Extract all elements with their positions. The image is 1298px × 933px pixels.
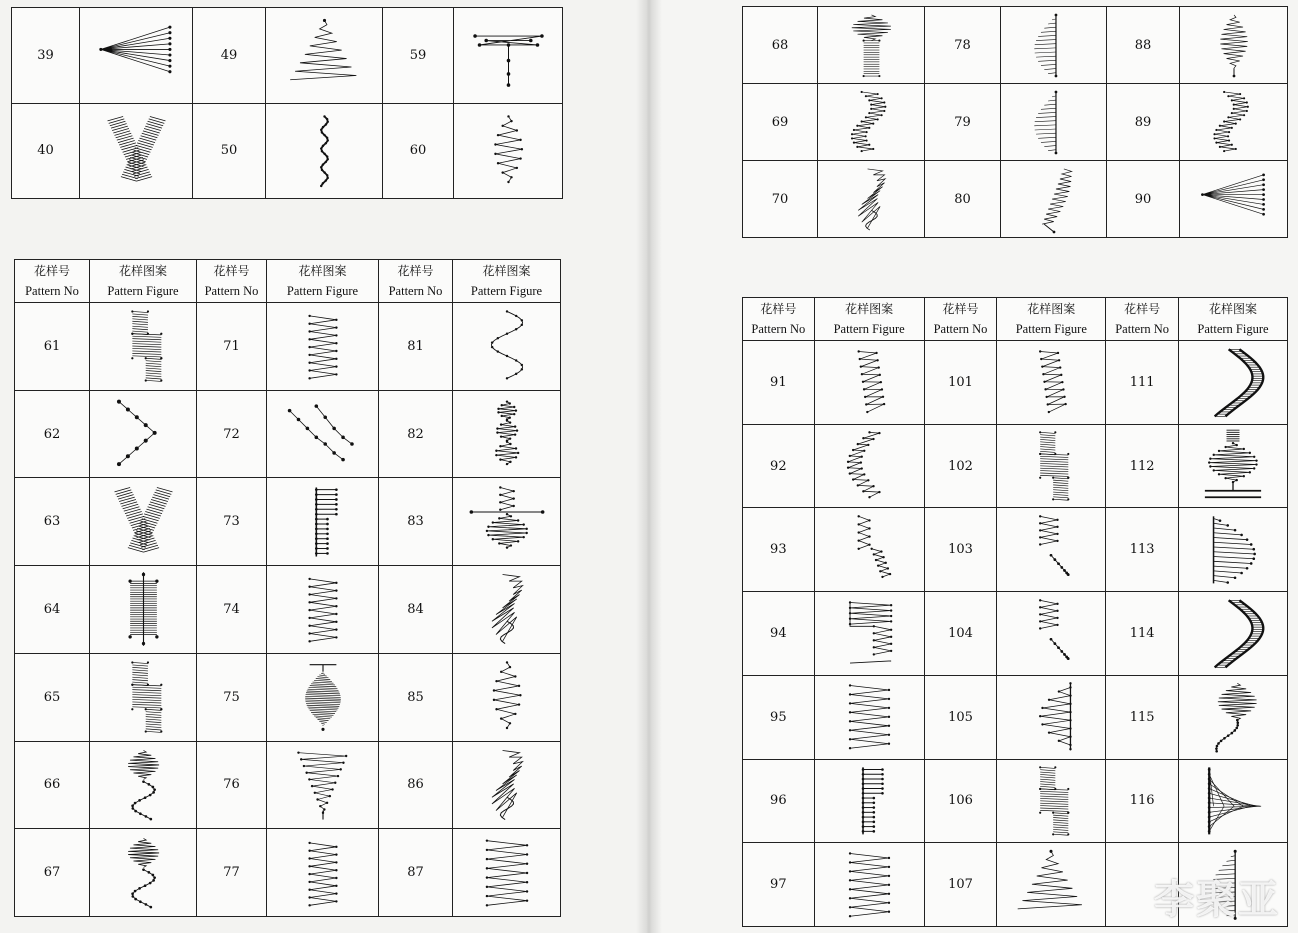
triangle-right-pattern-figure [1184,512,1282,588]
pattern-figure-cell [267,829,379,917]
pattern-number: 113 [1106,508,1179,592]
arch-dots-pattern-figure [272,395,374,473]
slant-zig-pattern-figure [1002,345,1100,421]
comb-pattern-figure [820,763,919,839]
pattern-number: 89 [1107,84,1180,161]
pattern-number: 67 [15,829,90,917]
t-stem-pattern-figure [459,16,558,94]
pattern-figure-cell [90,390,197,478]
pattern-table-bottom-right [742,297,1288,927]
pattern-figure-header [814,298,924,341]
pattern-no-label-zh: 花样号 [213,264,250,278]
s-wave-pattern-figure [458,307,556,385]
table-row [743,759,1288,843]
pattern-figure-cell [90,653,197,741]
pattern-figure-cell [1180,161,1288,238]
pattern-figure-cell [814,341,924,425]
pattern-number: 93 [743,508,815,592]
pattern-no-header [379,260,453,303]
pattern-number: 115 [1106,675,1179,759]
pattern-figure-label-zh: 花样图案 [1027,302,1076,316]
pattern-figure-cell [997,508,1106,592]
pattern-number: 88 [1107,7,1180,84]
step-block-pattern-figure [95,658,192,736]
fan-right-pattern-figure [1184,763,1282,839]
pattern-figure-cell [90,303,197,391]
pattern-number: 65 [15,653,90,741]
pattern-figure-cell [453,390,561,478]
pattern-number: 83 [379,478,453,566]
leaf-s-pattern-figure [458,746,556,824]
watermark-logo: 李聚亚 [1154,877,1280,923]
pattern-figure-cell [267,303,379,391]
pattern-figure-cell [1001,161,1107,238]
pattern-number: 92 [743,424,815,508]
pattern-no-label-zh: 花样号 [1124,302,1161,316]
zig-wide-pattern-figure [458,834,556,912]
pattern-figure-cell [267,741,379,829]
pattern-figure-label-en: Pattern Figure [833,322,905,336]
step-block-pattern-figure [95,307,192,385]
table-row [743,675,1288,759]
bracket-zig-pattern-figure [820,596,919,672]
hook-zig-pattern-figure [1002,512,1100,588]
pattern-figure-cell [997,424,1106,508]
book-spine [636,0,662,933]
table-row [12,103,563,199]
pattern-number: 103 [924,508,997,592]
pattern-figure-cell [267,478,379,566]
pattern-number: 75 [197,653,267,741]
pattern-figure-cell [814,759,924,843]
pattern-number: 64 [15,566,90,654]
zig-wide-pattern-figure [820,847,919,923]
table-row [15,566,561,654]
pattern-number: 95 [743,675,815,759]
pattern-no-label-en: Pattern No [1115,322,1170,336]
triangle-left-pattern-figure [1002,679,1100,755]
leaf-s-pattern-figure [823,165,920,234]
table-header-row [15,260,561,303]
triangle-down-pattern-figure [272,746,374,824]
pattern-number: 107 [924,843,997,927]
pattern-number: 112 [1106,424,1179,508]
pattern-number: 62 [15,390,90,478]
pattern-figure-cell [267,390,379,478]
zig-column-pattern-figure [272,570,374,648]
table-row [743,84,1288,161]
pattern-figure-cell [453,741,561,829]
fan-left-pattern-figure [1185,165,1283,234]
pattern-no-label-en: Pattern No [933,322,988,336]
v-dots-pattern-figure [95,395,192,473]
table-row [743,508,1288,592]
pattern-figure-cell [90,741,197,829]
pattern-figure-label-en: Pattern Figure [1197,322,1269,336]
pattern-figure-cell [90,566,197,654]
pattern-figure-cell [997,341,1106,425]
pattern-figure-cell [453,566,561,654]
pattern-figure-cell [266,8,383,104]
pattern-figure-cell [1178,424,1287,508]
pattern-number: 49 [193,8,266,104]
pattern-figure-header [90,260,197,303]
table-row [743,7,1288,84]
pattern-table-bottom-left [14,259,561,917]
pattern-number: 69 [743,84,818,161]
bar-block-pattern-figure [95,570,192,648]
table-header-row [743,298,1288,341]
pattern-number: 77 [197,829,267,917]
step-block-pattern-figure [1002,428,1100,504]
pattern-no-header [743,298,815,341]
pattern-number: 59 [383,8,454,104]
diamond-frame-pattern-figure [1184,428,1282,504]
pattern-figure-cell [80,103,193,199]
triangle-zig-pattern-figure [271,16,378,94]
pattern-number: 90 [1107,161,1180,238]
pattern-number: 106 [924,759,997,843]
zig-column-pattern-figure [272,834,374,912]
pattern-figure-cell [997,843,1106,927]
ball-cross-pattern-figure [458,483,556,561]
pattern-number: 114 [1106,592,1179,676]
table-row [743,161,1288,238]
pattern-figure-cell [814,843,924,927]
pattern-number: 76 [197,741,267,829]
table-row [15,390,561,478]
s-dense-pattern-figure [823,88,920,157]
pattern-no-label-zh: 花样号 [760,302,797,316]
pattern-number: 87 [379,829,453,917]
step-block-pattern-figure [1002,763,1100,839]
table-row [743,592,1288,676]
leaf-s-pattern-figure [458,570,556,648]
diamond-dense-pattern-figure [272,658,374,736]
pattern-number: 80 [925,161,1001,238]
pattern-number: 71 [197,303,267,391]
pattern-figure-cell [454,8,563,104]
pattern-figure-label-zh: 花样图案 [298,264,347,278]
pattern-figure-cell [267,566,379,654]
balloon-pattern-figure [95,834,192,912]
pattern-number: 102 [924,424,997,508]
pattern-figure-cell [1178,675,1287,759]
pattern-figure-label-zh: 花样图案 [1208,302,1257,316]
pattern-number: 105 [924,675,997,759]
zig-column-pattern-figure [272,307,374,385]
s-band-pattern-figure [1184,345,1282,421]
pattern-figure-label-zh: 花样图案 [845,302,894,316]
s-band-pattern-figure [1184,596,1282,672]
pattern-figure-cell [454,103,563,199]
pattern-figure-cell [1180,7,1288,84]
diamond-zig-pattern-figure [459,112,558,190]
pattern-figure-cell [266,103,383,199]
balloon-pattern-figure [95,746,192,824]
pattern-figure-cell [997,675,1106,759]
pattern-figure-cell [818,7,925,84]
pattern-figure-cell [1180,84,1288,161]
table-row [15,303,561,391]
pattern-figure-cell [1001,7,1107,84]
pattern-figure-label-en: Pattern Figure [286,284,359,298]
hook-zig-pattern-figure [1002,596,1100,672]
pattern-number: 50 [193,103,266,199]
pattern-figure-label-en: Pattern Figure [1015,322,1087,336]
pattern-number: 101 [924,341,997,425]
pattern-number: 84 [379,566,453,654]
pattern-figure-cell [814,592,924,676]
pattern-figure-label-en: Pattern Figure [107,284,179,298]
pattern-figure-header [267,260,379,303]
zig-wide-pattern-figure [820,679,919,755]
table-row [743,341,1288,425]
slant-leaf-pattern-figure [1006,165,1102,234]
pattern-number: 40 [12,103,80,199]
spike-line-pattern-figure [1006,11,1102,80]
pattern-number: 104 [924,592,997,676]
pattern-figure-cell [814,508,924,592]
pattern-no-label-zh: 花样号 [33,264,70,278]
pattern-number: 79 [925,84,1001,161]
table-row [12,8,563,104]
pattern-no-header [924,298,997,341]
pattern-number: 61 [15,303,90,391]
table-row [15,741,561,829]
pattern-number: 82 [379,390,453,478]
pattern-figure-cell [1178,508,1287,592]
pattern-number: 116 [1106,759,1179,843]
pattern-figure-cell [814,675,924,759]
pattern-figure-cell [1178,341,1287,425]
pattern-number: 39 [12,8,80,104]
arrow-up-pattern-figure [823,11,920,80]
pattern-number: 96 [743,759,815,843]
pattern-no-label-en: Pattern No [751,322,806,336]
v-dense-pattern-figure [95,483,192,561]
pattern-figure-cell [80,8,193,104]
pattern-figure-header [997,298,1106,341]
pattern-number: 70 [743,161,818,238]
pattern-no-header [15,260,90,303]
comb-pattern-figure [272,483,374,561]
table-row [15,478,561,566]
pattern-figure-cell [453,478,561,566]
pattern-figure-cell [1178,592,1287,676]
bead-chain-pattern-figure [458,395,556,473]
spike-line-pattern-figure [1006,88,1102,157]
pattern-number: 60 [383,103,454,199]
pattern-figure-cell [818,84,925,161]
pattern-number: 94 [743,592,815,676]
step-zig-pattern-figure [820,512,919,588]
pattern-number: 85 [379,653,453,741]
chevron-left-pattern-figure [820,428,919,504]
wavy-line-pattern-figure [271,112,378,190]
pattern-number: 97 [743,843,815,927]
pattern-no-label-en: Pattern No [204,284,259,298]
table-row [15,829,561,917]
pattern-figure-cell [1001,84,1107,161]
pattern-figure-cell [453,829,561,917]
table-row [15,653,561,741]
pattern-figure-label-zh: 花样图案 [118,264,167,278]
pattern-table-top-left [11,7,563,199]
pattern-number: 73 [197,478,267,566]
diamond-zig-pattern-figure [458,658,556,736]
pattern-figure-cell [267,653,379,741]
pattern-no-header [197,260,267,303]
pattern-no-header [1106,298,1179,341]
pattern-no-label-en: Pattern No [25,284,79,298]
pattern-number: 81 [379,303,453,391]
fan-left-pattern-figure [85,16,188,94]
pattern-figure-cell [814,424,924,508]
pattern-figure-header [1178,298,1287,341]
pattern-figure-cell [997,759,1106,843]
pattern-number: 63 [15,478,90,566]
pattern-figure-header [453,260,561,303]
pattern-figure-cell [1178,759,1287,843]
pattern-figure-cell [453,303,561,391]
pattern-number: 78 [925,7,1001,84]
pattern-number: 72 [197,390,267,478]
pattern-figure-cell [90,478,197,566]
kite-pattern-figure [1184,679,1282,755]
pattern-figure-label-zh: 花样图案 [482,264,531,278]
pattern-figure-cell [453,653,561,741]
s-dense-pattern-figure [1185,88,1283,157]
pattern-number: 86 [379,741,453,829]
pattern-number: 68 [743,7,818,84]
slant-zig-pattern-figure [820,345,919,421]
triangle-zig-pattern-figure [1002,847,1100,923]
pattern-figure-cell [997,592,1106,676]
pattern-no-label-zh: 花样号 [942,302,979,316]
table-row [743,424,1288,508]
pattern-figure-cell [90,829,197,917]
leaf-oval-pattern-figure [1185,11,1283,80]
pattern-number: 111 [1106,341,1179,425]
v-dense-pattern-figure [85,112,188,190]
pattern-figure-label-en: Pattern Figure [470,284,543,298]
pattern-no-label-zh: 花样号 [397,264,434,278]
pattern-number: 66 [15,741,90,829]
pattern-figure-cell [818,161,925,238]
pattern-number: 74 [197,566,267,654]
pattern-table-top-right [742,6,1288,238]
pattern-number: 91 [743,341,815,425]
pattern-no-label-en: Pattern No [388,284,443,298]
